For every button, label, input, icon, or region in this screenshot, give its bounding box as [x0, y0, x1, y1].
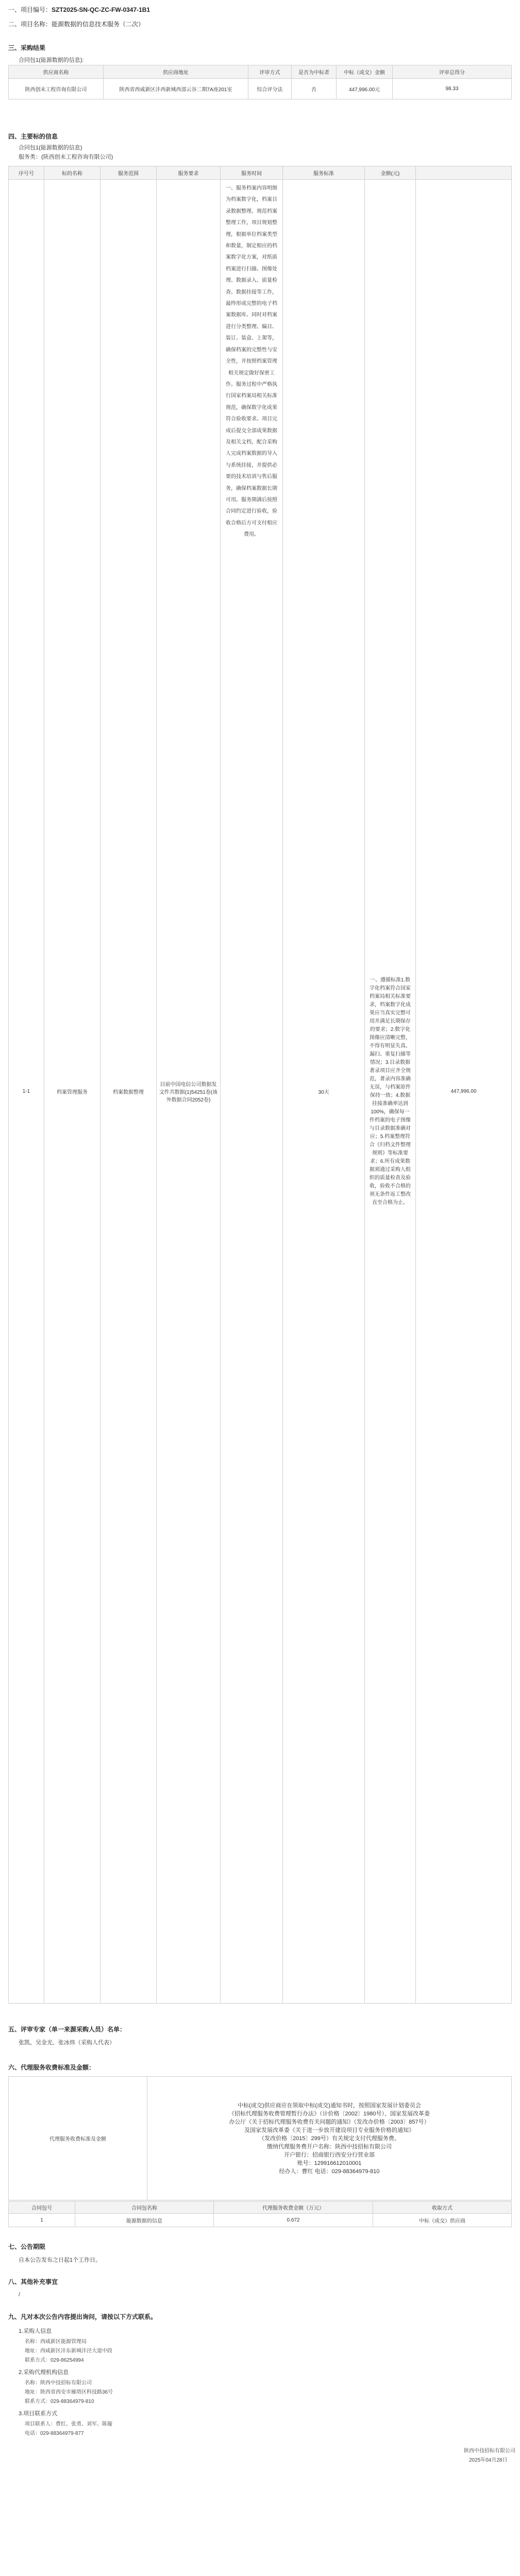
agency-fee-notice — [158, 2102, 501, 2176]
agency-fee-heading: 六、代理服务收费标准及金额： — [8, 2064, 95, 2071]
notice-line: 开户银行：招商银行西安分行营业部 — [284, 2151, 375, 2158]
cell: 否 — [292, 79, 337, 99]
project-contact-title: 3.项目联系方式 — [19, 2411, 58, 2417]
notice-line: 经办人：曹红 电话：029-88364979-810 — [279, 2168, 380, 2175]
main-header: 金额(元) — [365, 166, 416, 180]
cell: 98.33 — [393, 79, 512, 99]
notice-line: （发改价格〔2015〕299号）有关规定支付代理服务费。 — [259, 2135, 400, 2142]
main-header: 服务时间 — [221, 166, 283, 180]
notice-period-heading: 七、公告期限 — [8, 2243, 46, 2250]
project-contact-phone: 电话：029-88364979-877 — [25, 2431, 84, 2436]
cell: 综合评分法 — [248, 79, 292, 99]
supplement-heading: 八、其他补充事宜 — [8, 2278, 58, 2285]
notice-line: 中标(成交)供应商应在领取中标(成交)通知书时，按照国家发展计划委员会 — [238, 2102, 421, 2109]
notice-line: 账号：129916612010001 — [297, 2160, 362, 2166]
cell-name: 档案管理服务 — [44, 180, 100, 2004]
project-number: 一、项目编号：SZT2025-SN-QC-ZC-FW-0347-1B1 — [8, 6, 150, 13]
results-header: 供应商地址 — [104, 65, 248, 79]
results-header: 是否为中标者 — [292, 65, 337, 79]
contact-heading: 九、凡对本次公告内容提出询问，请按以下方式联系。 — [8, 2313, 157, 2320]
results-header: 中标（成交）金额 — [337, 65, 393, 79]
agency-fee-table — [8, 2076, 512, 2200]
results-header: 评审总得分 — [393, 65, 512, 79]
main-header: 服务要求 — [157, 166, 221, 180]
main-header: 服务范围 — [100, 166, 157, 180]
notice-period-text: 自本公告发布之日起1个工作日。 — [19, 2257, 102, 2263]
cell-scope: 档案数据整理 — [100, 180, 157, 2004]
cell-index: 1-1 — [9, 180, 44, 2004]
main-info-package: 合同包1(能源数据的信息) — [19, 145, 82, 151]
cell: 1 — [9, 2214, 75, 2227]
fee-header: 收取方式 — [373, 2201, 512, 2214]
main-header: 服务标准 — [283, 166, 365, 180]
main-header — [416, 166, 512, 180]
cell: 能源数据的信息 — [75, 2214, 214, 2227]
table-row — [9, 180, 512, 2004]
table-row — [9, 2214, 512, 2227]
notice-line: 办公厅《关于招标代理服务收费有关问题的通知》（发改办价格〔2003〕857号） — [229, 2119, 430, 2125]
service-scope-paragraph: 一、服务档案内容明细为档案数字化，档案目录数据整理、规范档案整理工作，项目规划整理，根据单位档案类型和数量，制定相应的档案数字化方案，对纸质档案进行扫描、图像处理、数据录入、质量检查、数据挂接等工作，最终形成完整的电子档案数据库。同时对档案进行分类整理、编目、装订、装盒、上架等，确保档案的完整性与安全性，并按照档案管理相关规定做好保密工作。服务过程中严格执行国家档案局相关标准规范，确保数字化成果符合验收要求。项目完成后提交全部成果数据及相关文档，配合采购人完成档案数据的导入与系统挂接，并提供必要的技术培训与售后服务，确保档案数据长期可用。服务期满后按照合同约定进行验收，验收合格后方可支付相应费用。 — [226, 185, 277, 538]
agent-address: 地址：陕西省西安市雁塔区科技路36号 — [25, 2389, 113, 2395]
agency-fee-label: 代理服务收费标准及金额 — [9, 2077, 147, 2200]
agency-fee-detail-table — [8, 2201, 512, 2227]
buyer-title: 1.采购人信息 — [19, 2328, 52, 2334]
supplement-text: / — [19, 2292, 21, 2298]
cell-requirement: 目前中国电信公司数据发文件共数据(1)54251卷(该外数据合同2052卷) — [157, 180, 221, 2004]
cell-time: 30天 — [283, 180, 365, 2004]
signature-date: 2025年04月28日 — [469, 2458, 508, 2463]
agent-title: 2.采购代理机构信息 — [19, 2369, 69, 2376]
buyer-phone: 联系方式：029-86254994 — [25, 2358, 84, 2363]
cell: 陕西创未工程咨询有限公司 — [9, 79, 104, 99]
results-package-label: 合同包1(能源数据的信息): — [19, 57, 84, 63]
project-name: 二、项目名称：能源数据的信息技术服务（二次） — [8, 21, 145, 28]
notice-line: 缴纳代理服务费开户名称：陕西中技招标有限公司 — [267, 2143, 392, 2150]
cell: 0.672 — [214, 2214, 373, 2227]
buyer-name: 名称：西咸新区能源管理局 — [25, 2339, 87, 2345]
service-standard-paragraph: 一、遵循标准1.数字化档案符合国家档案局相关标准要求，档案数字化成果应当真实完整可用并满足长期保存的要求；2.数字化图像应清晰完整，不得有明显失真、漏扫、重复扫描等情况；3.目录数据著录项目应齐全规范，著录内容准确无误，与档案原件保持一致；4.数据挂接准确率达到100%，确保每一件档案的电子图像与目录数据准确对应；5.档案整理符合《归档文件整理规则》等标准要求；6.所有成果数据须通过采购人组织的质量检查及验收，验收不合格的须无条件返工整改直至合格为止。 — [370, 977, 411, 1206]
main-header: 标的名称 — [44, 166, 100, 180]
experts-heading: 五、评审专家（单一来源采购人员）名单： — [8, 2026, 126, 2033]
notice-line: 及国家发展改革委《关于进一步放开建设项目专业服务价格的通知》 — [244, 2127, 414, 2133]
project-contact-people: 项目联系人：曹红、张勇、刘军、陈璇 — [25, 2421, 112, 2427]
main-info-heading: 四、主要标的信息 — [8, 133, 58, 140]
cell: 447,996.00元 — [337, 79, 393, 99]
fee-header: 代理服务收费金额（万元） — [214, 2201, 373, 2214]
agent-phone: 联系方式：029-88364979-810 — [25, 2399, 94, 2404]
cell-amount: 447,996.00 — [416, 180, 512, 2004]
cell: 中标（成交）供应商 — [373, 2214, 512, 2227]
results-header: 评审方式 — [248, 65, 292, 79]
fee-header: 合同包名称 — [75, 2201, 214, 2214]
main-info-table — [8, 166, 512, 2004]
table-row — [9, 79, 512, 99]
main-header: 序号号 — [9, 166, 44, 180]
experts-names: 张凯、吴金光、张冰炜（采购人代表） — [19, 2040, 115, 2046]
results-table — [8, 65, 512, 99]
agent-name: 名称：陕西中技招标有限公司 — [25, 2380, 92, 2386]
buyer-address: 地址：西咸新区沣东新城沣泾大道中段 — [25, 2348, 112, 2354]
results-heading: 三、采购结果 — [8, 44, 46, 52]
fee-header: 合同包号 — [9, 2201, 75, 2214]
signature-org: 陕西中技招标有限公司 — [464, 2448, 515, 2454]
main-info-service-class: 服务类：(陕西创未工程咨询有限公司) — [19, 154, 113, 160]
results-header: 供应商名称 — [9, 65, 104, 79]
cell: 陕西省西咸新区沣西新城西部云谷二期7A座201室 — [104, 79, 248, 99]
notice-line: 《招标代理服务收费管理暂行办法》（计价格〔2002〕1980号）、国家发展改革委 — [229, 2110, 430, 2117]
